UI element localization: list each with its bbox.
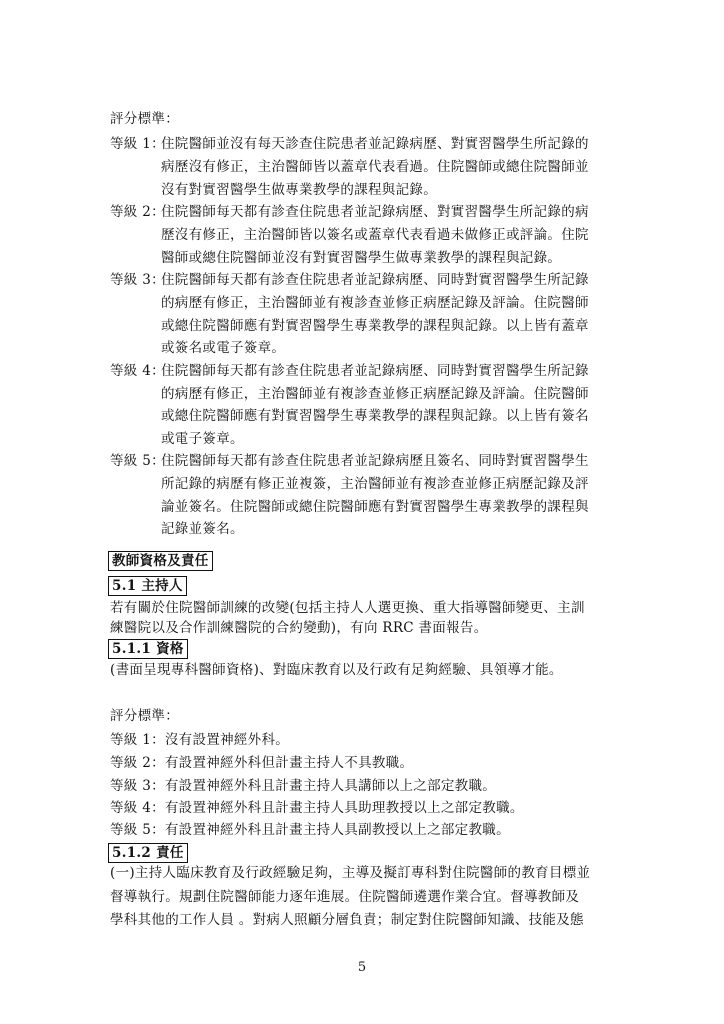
grading-level-line: 等級 4：有設置神經外科且計畫主持人具助理教授以上之部定教職。 bbox=[110, 800, 524, 816]
section-5-1-1-heading: 5.1.1 資格 bbox=[108, 639, 188, 659]
level-3-text-line: 或總住院醫師應有對實習醫學生專業教學的課程與記錄。以上皆有蓋章 bbox=[161, 318, 589, 334]
level-2-text-line: 醫師或總住院醫師並沒有對實習醫學生做專業教學的課程與記錄。 bbox=[161, 250, 562, 266]
level-1-text-line: 病歷沒有修正，主治醫師皆以蓋章代表看過。住院醫師或總住院醫師並 bbox=[161, 159, 589, 175]
level-3-label: 等級 3： bbox=[110, 272, 165, 288]
level-2-label: 等級 2： bbox=[110, 204, 165, 220]
level-1-label: 等級 1： bbox=[110, 136, 165, 152]
level-4-label: 等級 4： bbox=[110, 363, 165, 379]
section-5-1-2-text-line: (一)主持人臨床教育及行政經驗足夠，主導及擬訂專科對住院醫師的教育目標並 bbox=[110, 865, 591, 881]
section-5-1-text-line: 練醫院以及合作訓練醫院的合約變動)，有向 RRC 書面報告。 bbox=[110, 620, 488, 636]
section-5-1-heading: 5.1 主持人 bbox=[108, 576, 187, 596]
level-3-text-line: 住院醫師每天都有診查住院患者並記錄病歷、同時對實習醫學生所記錄 bbox=[161, 272, 589, 288]
level-2-text-line: 歷沒有修正，主治醫師皆以簽名或蓋章代表看過未做修正或評論。住院 bbox=[161, 227, 589, 243]
section-5-1-2-text-line: 學科其他的工作人員 。對病人照顧分層負責；制定對住院醫師知識、技能及態 bbox=[110, 912, 584, 928]
level-5-label: 等級 5： bbox=[110, 453, 165, 469]
level-5-text-line: 所記錄的病歷有修正並複簽，主治醫師並有複診查並修正病歷記錄及評 bbox=[161, 476, 589, 492]
level-1-text-line: 沒有對實習醫學生做專業教學的課程與記錄。 bbox=[161, 182, 437, 198]
grading-level-line: 等級 2：有設置神經外科但計畫主持人不具教職。 bbox=[110, 755, 414, 771]
level-3-text-line: 的病歷有修正，主治醫師並有複診查並修正病歷記錄及評論。住院醫師 bbox=[161, 295, 589, 311]
level-4-text-line: 住院醫師每天都有診查住院患者並記錄病歷、同時對實習醫學生所記錄 bbox=[161, 363, 589, 379]
grading-level-line: 等級 1：沒有設置神經外科。 bbox=[110, 732, 290, 748]
section-5-1-1-text: (書面呈現專科醫師資格)、對臨床教育以及行政有足夠經驗、具領導才能。 bbox=[110, 662, 563, 678]
level-3-text-line: 或簽名或電子簽章。 bbox=[161, 340, 286, 356]
level-1-text-line: 住院醫師並沒有每天診查住院患者並記錄病歷、對實習醫學生所記錄的 bbox=[161, 136, 589, 152]
grading-criteria-heading: 評分標準： bbox=[110, 708, 179, 724]
level-4-text-line: 或電子簽章。 bbox=[161, 431, 244, 447]
section-5-1-2-text-line: 督導執行。規劃住院醫師能力逐年進展。住院醫師遴選作業合宜。督導教師及 bbox=[110, 889, 580, 905]
level-5-text-line: 記錄並簽名。 bbox=[161, 521, 244, 537]
section-5-1-2-heading: 5.1.2 責任 bbox=[108, 843, 188, 863]
teacher-qualifications-heading: 教師資格及責任 bbox=[108, 551, 213, 571]
grading-level-line: 等級 5：有設置神經外科且計畫主持人具副教授以上之部定教職。 bbox=[110, 822, 510, 838]
level-5-text-line: 論並簽名。住院醫師或總住院醫師應有對實習醫學生專業教學的課程與 bbox=[161, 499, 589, 515]
section-5-1-text-line: 若有關於住院醫師訓練的改變(包括主持人人選更換、重大指導醫師變更、主訓 bbox=[110, 600, 585, 616]
grading-level-line: 等級 3：有設置神經外科且計畫主持人具講師以上之部定教職。 bbox=[110, 778, 497, 794]
level-4-text-line: 的病歷有修正，主治醫師並有複診查並修正病歷記錄及評論。住院醫師 bbox=[161, 386, 589, 402]
level-2-text-line: 住院醫師每天都有診查住院患者並記錄病歷、對實習醫學生所記錄的病 bbox=[161, 204, 589, 220]
page-number: 5 bbox=[357, 960, 367, 975]
grading-criteria-heading: 評分標準： bbox=[110, 111, 179, 127]
level-5-text-line: 住院醫師每天都有診查住院患者並記錄病歷且簽名、同時對實習醫學生 bbox=[161, 453, 589, 469]
level-4-text-line: 或總住院醫師應有對實習醫學生專業教學的課程與記錄。以上皆有簽名 bbox=[161, 408, 589, 424]
